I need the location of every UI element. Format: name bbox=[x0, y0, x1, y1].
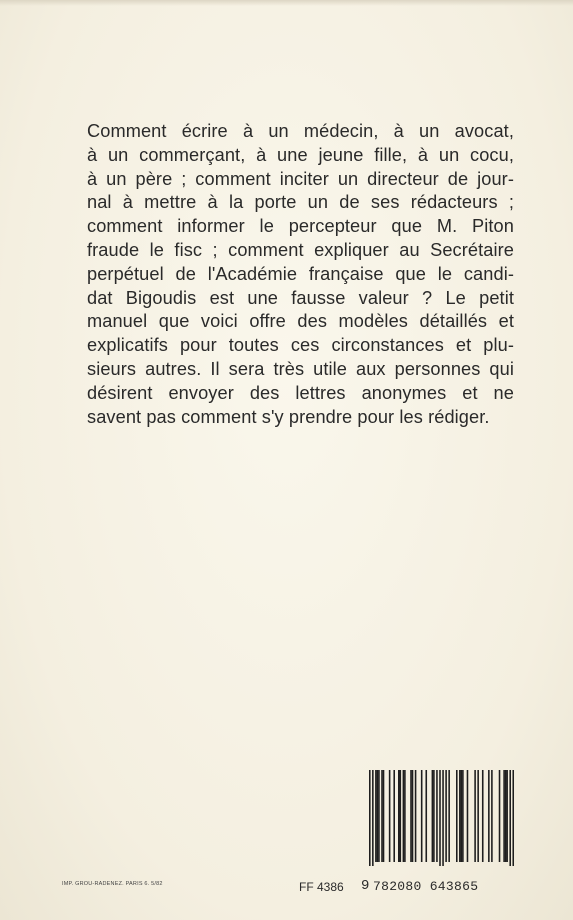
back-cover-blurb bbox=[87, 120, 514, 429]
cover-top-edge bbox=[0, 0, 573, 6]
blurb-line: sieurs autres. Il sera très utile aux personnes qui bbox=[87, 358, 514, 379]
barcode-bar bbox=[372, 770, 374, 866]
barcode-bar bbox=[381, 770, 383, 862]
barcode-bar bbox=[459, 770, 461, 862]
barcode-bar bbox=[488, 770, 490, 862]
blurb-line: manuel que voici offre des modèles détaillés et bbox=[87, 311, 514, 332]
barcode-bar bbox=[375, 770, 377, 862]
blurb-line: désirent envoyer des lettres anonymes et ne bbox=[87, 382, 514, 403]
barcode-bar bbox=[506, 770, 508, 862]
barcode-bar bbox=[369, 770, 371, 866]
barcode-bar bbox=[482, 770, 484, 862]
barcode-bar bbox=[509, 770, 511, 866]
blurb-line: fraude le fisc ; comment expliquer au Secrétaire bbox=[87, 239, 514, 260]
barcode-bar bbox=[448, 770, 450, 862]
barcode-bar bbox=[404, 770, 406, 862]
barcode-bar bbox=[421, 770, 423, 862]
barcode-bar bbox=[425, 770, 427, 862]
isbn-digits: 782080 643865 bbox=[373, 879, 479, 894]
barcode-bar bbox=[512, 770, 514, 866]
barcode-bar bbox=[439, 770, 441, 866]
barcode-bar bbox=[462, 770, 464, 862]
barcode-bar bbox=[477, 770, 479, 862]
barcode-bar bbox=[389, 770, 391, 862]
barcode-bar bbox=[415, 770, 417, 862]
barcode-bar bbox=[467, 770, 469, 862]
barcode-bar bbox=[377, 770, 379, 862]
isbn-lead-digit: 9 bbox=[361, 878, 370, 894]
blurb-line: comment informer le percepteur que M. Piton bbox=[87, 216, 514, 237]
isbn-barcode bbox=[369, 770, 514, 878]
catalog-reference: FF 4386 bbox=[299, 880, 344, 894]
barcode-bar bbox=[378, 770, 380, 862]
barcode-bar bbox=[403, 770, 405, 862]
barcode-bar bbox=[445, 770, 447, 862]
barcode-bar bbox=[410, 770, 412, 862]
barcode-bar bbox=[398, 770, 400, 862]
barcode-bar bbox=[456, 770, 458, 862]
barcode-bars bbox=[369, 770, 514, 866]
barcode-bar bbox=[505, 770, 507, 862]
printer-imprint: IMP. GROU-RADENEZ. PARIS 6. 5/82 bbox=[62, 881, 163, 887]
barcode-bar bbox=[393, 770, 395, 862]
barcode-bar bbox=[491, 770, 493, 862]
barcode-bar bbox=[436, 770, 438, 862]
barcode-bar bbox=[474, 770, 476, 862]
barcode-bar bbox=[442, 770, 444, 866]
blurb-line: à un père ; comment inciter un directeur de jour- bbox=[87, 168, 514, 189]
barcode-bar bbox=[499, 770, 501, 862]
blurb-line: savent pas comment s'y prendre pour les rédiger. bbox=[87, 406, 490, 427]
barcode-bar bbox=[503, 770, 505, 862]
blurb-line: à un commerçant, à une jeune fille, à un cocu, bbox=[87, 144, 514, 165]
blurb-line: nal à mettre à la porte un de ses rédacteurs ; bbox=[87, 192, 514, 213]
barcode-bar bbox=[400, 770, 402, 862]
blurb-line: explicatifs pour toutes ces circonstances et plu- bbox=[87, 335, 514, 356]
barcode-bar bbox=[461, 770, 463, 862]
blurb-line: Comment écrire à un médecin, à un avocat, bbox=[87, 121, 514, 141]
blurb-line: dat Bigoudis est une fausse valeur ? Le petit bbox=[87, 287, 514, 308]
barcode-bar bbox=[433, 770, 435, 862]
barcode-bar bbox=[432, 770, 434, 862]
barcode-bar bbox=[412, 770, 414, 862]
barcode-bar bbox=[383, 770, 385, 862]
blurb-line: perpétuel de l'Académie française que le candi- bbox=[87, 263, 514, 284]
